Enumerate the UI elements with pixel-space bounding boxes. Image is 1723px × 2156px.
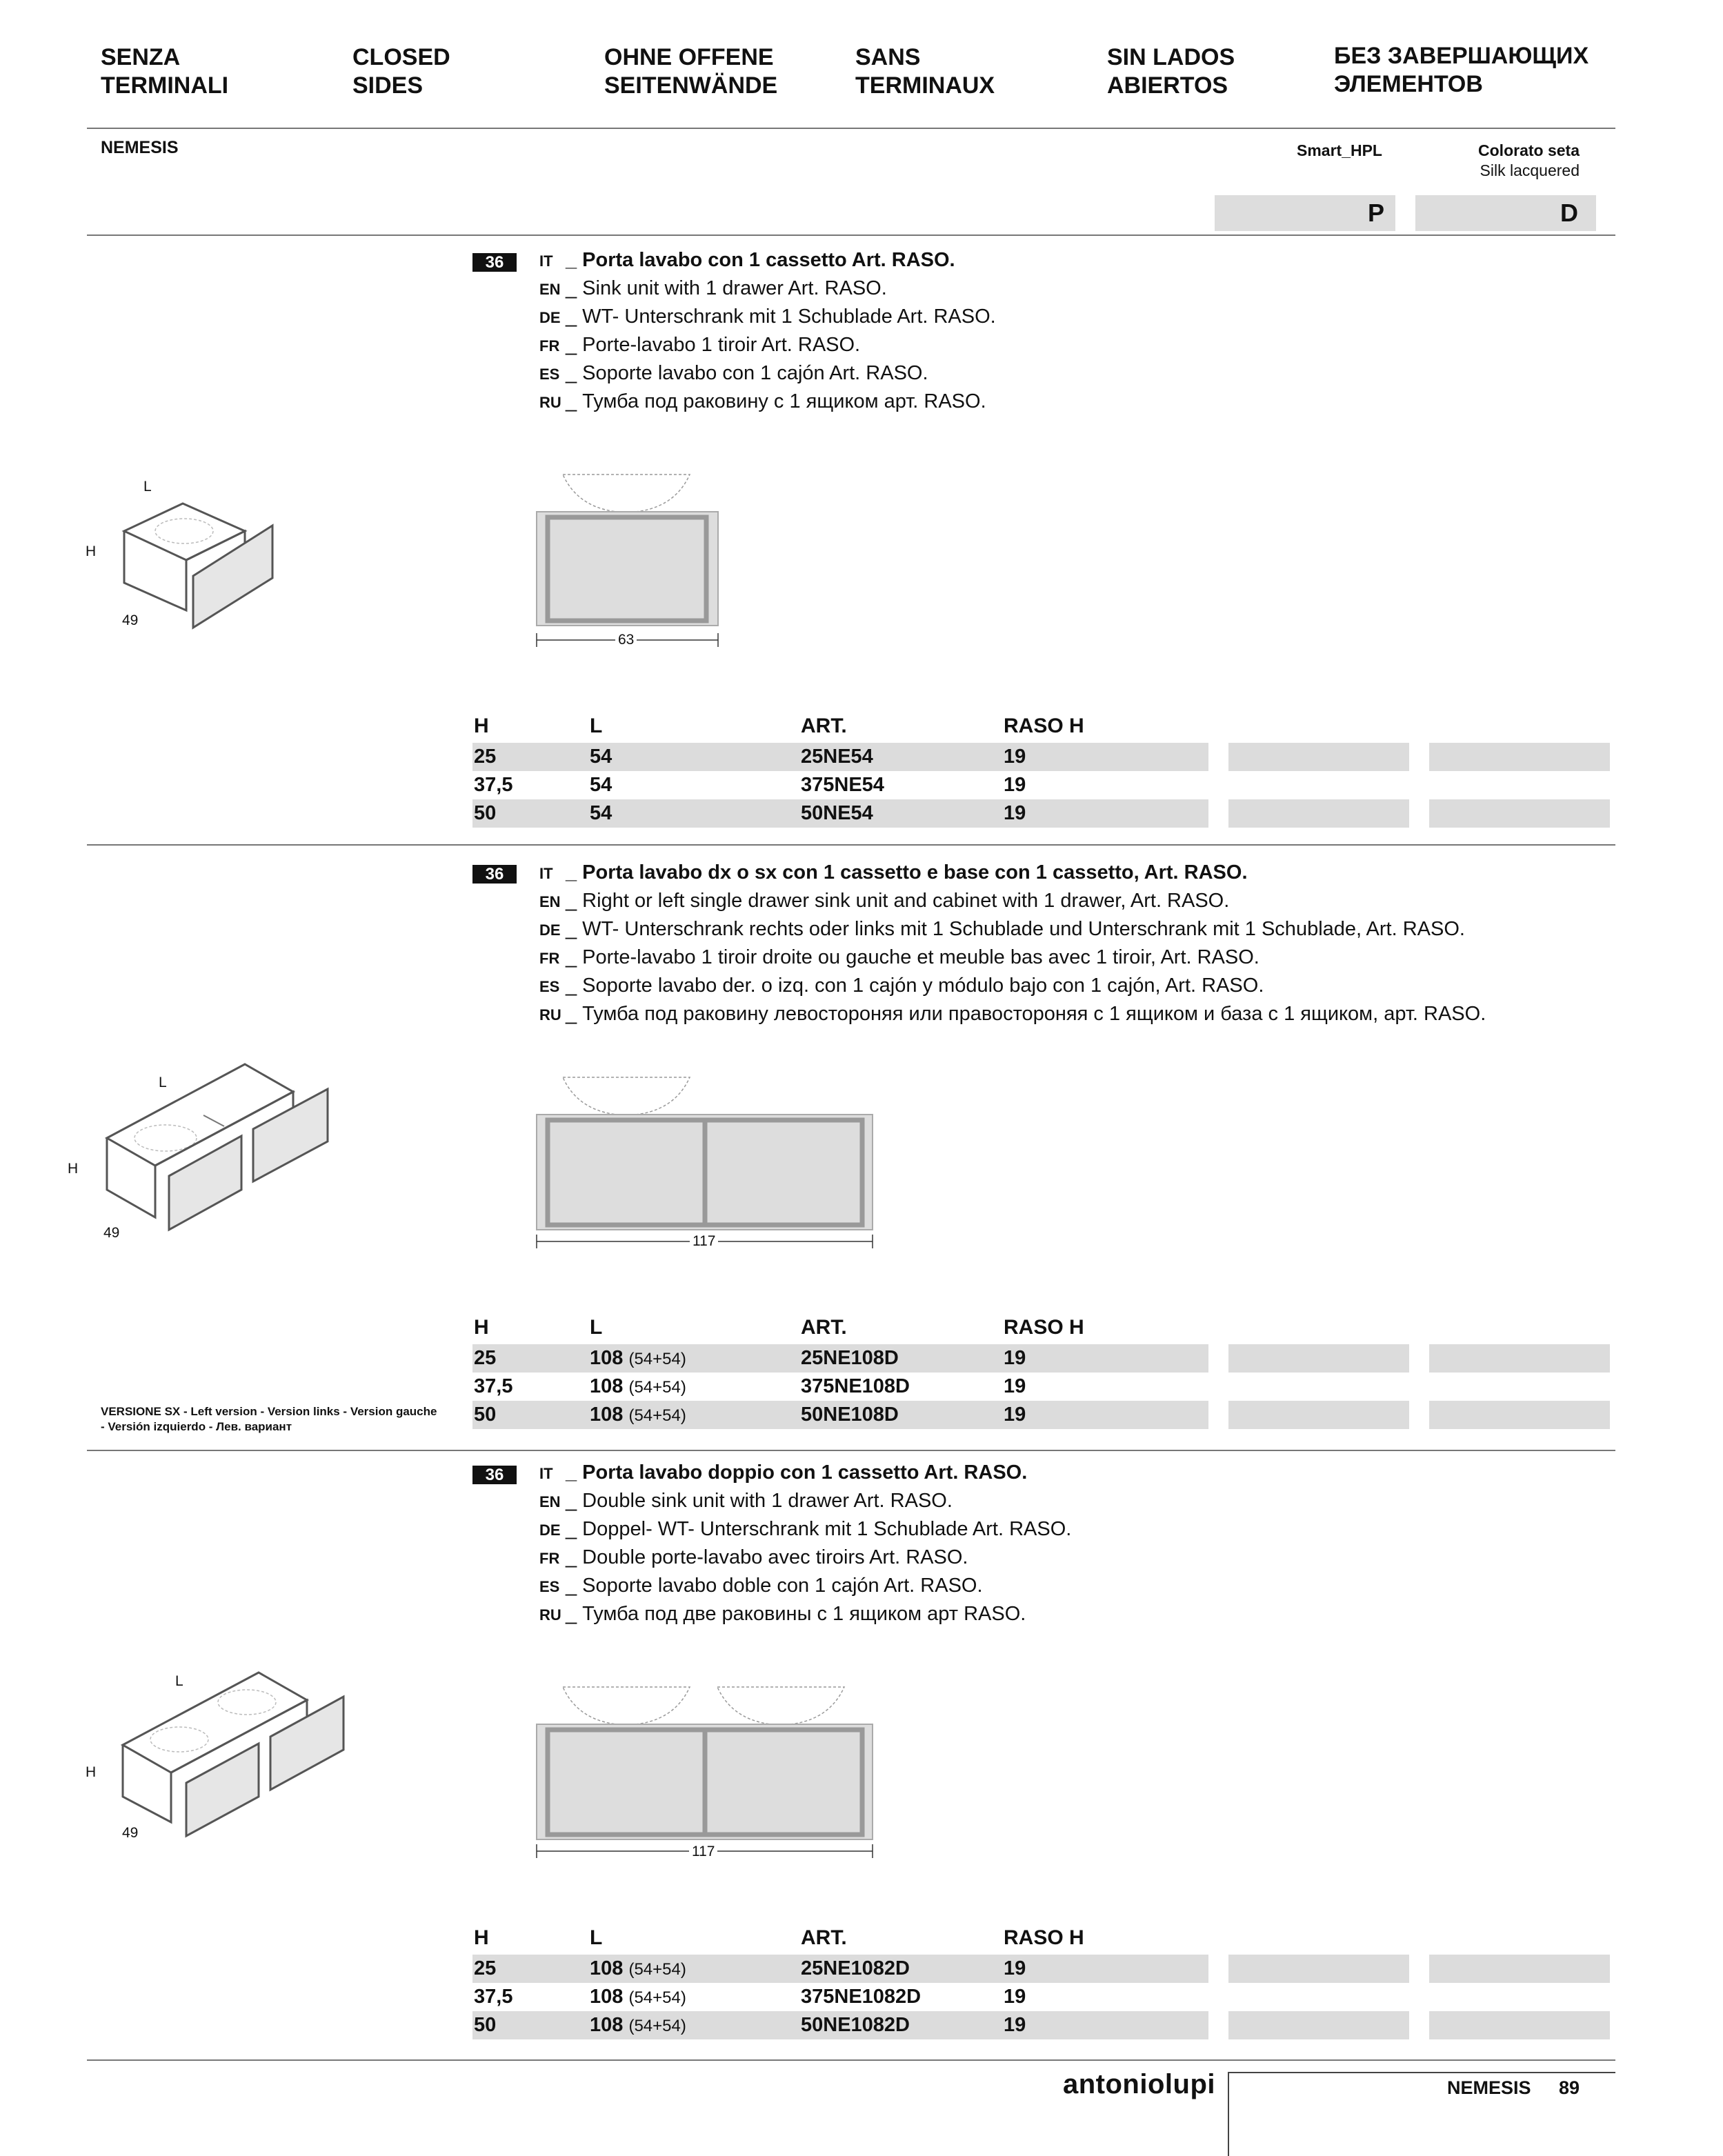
cell-h: 50 [474,2014,497,2036]
price-cell-p [1228,799,1409,828]
dim-l-label: L [175,1673,183,1689]
divider [87,128,1615,129]
cell-l-sub: (54+54) [628,1350,686,1368]
product-description [539,246,1615,416]
lang-code: RU [539,1006,561,1024]
cell-l: 54 [590,802,612,824]
cell-art: 375NE54 [801,774,884,796]
col-header-raso: RASO H [1004,1926,1084,1949]
price-cell-d [1429,799,1610,828]
dim-depth-label: 49 [103,1225,120,1241]
lang-code: ES [539,366,560,383]
lang-code: EN [539,1493,561,1510]
table-row [472,1344,1615,1373]
header-line: SIN LADOS [1107,44,1235,70]
desc-text: _ Тумба под две раковины с 1 ящиком арт RASO. [566,1603,1026,1625]
cell-l: 108 [590,2014,624,2036]
lang-code: ES [539,978,560,995]
col-header-raso: RASO H [1004,1316,1084,1339]
page-ref-badge: 36 [472,253,517,272]
cell-raso: 19 [1004,774,1026,796]
cell-h: 25 [474,1347,497,1369]
col-header-l: L [590,715,603,737]
brand-logo: antoniolupi [1062,2069,1215,2099]
table-row [472,2011,1615,2039]
cell-art: 375NE1082D [801,1986,922,2008]
lang-code: RU [539,1606,561,1624]
desc-text: _ Porta lavabo doppio con 1 cassetto Art. RASO. [566,1461,1028,1484]
lang-code: FR [539,337,560,355]
cell-l-sub: (54+54) [628,1988,686,2007]
col-header-art: ART. [801,1926,847,1949]
dim-h-label: H [86,1764,97,1780]
cell-raso: 19 [1004,1347,1026,1369]
lang-code: EN [539,893,561,910]
dim-l-label: L [159,1075,167,1090]
desc-text: _ Тумба под раковину левостороняя или правостороняя с 1 ящиком и база с 1 ящиком, арт. RASO. [566,1003,1486,1025]
cell-h: 25 [474,1957,497,1979]
lang-code: FR [539,950,560,967]
collection-label: NEMESIS [101,138,179,157]
cell-l: 108 [590,1404,624,1426]
product-description [539,1459,1615,1628]
isometric-drawing [117,1662,352,1841]
finish-d-title [1448,141,1580,181]
header-col-en [352,43,587,100]
table-row [472,743,1615,771]
cell-l: 54 [590,774,612,796]
cell-l: 108 [590,1986,624,2008]
price-cell-d [1429,1955,1610,1983]
product-description [539,859,1615,1028]
cell-l-sub: (54+54) [628,1960,686,1979]
header-line: ЭЛЕМЕНТОВ [1334,71,1483,97]
lang-code: EN [539,281,561,298]
finish-d-name: Colorato seta [1478,141,1580,159]
lang-code: IT [539,1465,553,1482]
desc-text: _ Тумба под раковину с 1 ящиком арт. RASO. [566,390,986,412]
cell-raso: 19 [1004,1404,1026,1426]
table-row [472,1401,1615,1429]
header-line: ABIERTOS [1107,72,1228,99]
width-dimension: 117 [690,1233,718,1250]
header-col-fr [855,43,1090,100]
page-number: 89 [1559,2077,1580,2098]
cell-l-sub: (54+54) [628,1406,686,1425]
desc-text: _ Porte-lavabo 1 tiroir droite ou gauche et meuble bas avec 1 tiroir, Art. RASO. [566,946,1259,968]
desc-text: _ Right or left single drawer sink unit and cabinet with 1 drawer, Art. RASO. [566,890,1230,912]
cell-h: 25 [474,746,497,768]
divider [87,1450,1615,1451]
lang-code: DE [539,921,561,939]
dim-h-label: H [68,1161,79,1177]
lang-code: IT [539,252,553,270]
divider [87,234,1615,236]
divider [87,844,1615,846]
page-ref-badge: 36 [472,1466,517,1484]
col-header-art: ART. [801,715,847,737]
header-line: CLOSED [352,44,450,70]
header-line: SEITENWÄNDE [604,72,778,99]
cell-art: 25NE54 [801,746,873,768]
cell-l-sub: (54+54) [628,1378,686,1397]
header-line: OHNE OFFENE [604,44,774,70]
footer-collection: NEMESIS [1447,2077,1531,2098]
header-col-es [1107,43,1342,100]
finish-d-sub: Silk lacquered [1480,161,1580,179]
cell-h: 37,5 [474,1375,513,1397]
col-header-h: H [474,1926,489,1949]
header-col-de [604,43,839,100]
desc-text: _ Porta lavabo dx o sx con 1 cassetto e base con 1 cassetto, Art. RASO. [566,861,1248,884]
cell-art: 50NE108D [801,1404,899,1426]
footer-box [1228,2072,1615,2156]
lang-code: ES [539,1578,560,1595]
cell-art: 375NE108D [801,1375,910,1397]
desc-text: _ Double porte-lavabo avec tiroirs Art. RASO. [566,1546,968,1568]
desc-text: _ Double sink unit with 1 drawer Art. RASO. [566,1490,953,1512]
desc-text: _ WT- Unterschrank mit 1 Schublade Art. RASO. [566,306,996,328]
page-ref-badge: 36 [472,865,517,884]
front-elevation [535,1686,876,1865]
header-col-ru [1334,42,1624,99]
desc-text: _ Soporte lavabo doble con 1 cajón Art. RASO. [566,1575,983,1597]
price-cell-p [1228,1401,1409,1429]
price-cell-d [1429,1401,1610,1429]
width-dimension: 117 [689,1844,717,1860]
cell-l: 108 [590,1375,624,1397]
cell-raso: 19 [1004,1375,1026,1397]
cell-l: 54 [590,746,612,768]
header-line: SANS [855,44,921,70]
price-cell-p [1228,2011,1409,2039]
desc-text: _ WT- Unterschrank rechts oder links mit 1 Schublade und Unterschrank mit 1 Schublade, Art. RASO. [566,918,1465,940]
cell-raso: 19 [1004,2014,1026,2036]
col-header-art: ART. [801,1316,847,1339]
cell-raso: 19 [1004,1986,1026,2008]
lang-code: DE [539,309,561,326]
col-header-l: L [590,1316,603,1339]
version-note: VERSIONE SX - Left version - Version links - Version gauche - Versión izquierdo - Лев. вариант [101,1405,437,1433]
cell-art: 25NE1082D [801,1957,910,1979]
price-cell-d [1429,2011,1610,2039]
header-line: TERMINAUX [855,72,995,99]
col-header-l: L [590,1926,603,1949]
price-cell-d [1429,743,1610,771]
desc-text: _ Doppel- WT- Unterschrank mit 1 Schublade Art. RASO. [566,1518,1072,1540]
dim-h-label: H [86,543,97,559]
lang-code: FR [539,1550,560,1567]
finish-p-code: P [1215,195,1395,231]
cell-h: 37,5 [474,774,513,796]
finish-p-title: Smart_HPL [1297,141,1382,159]
header-line: SENZA [101,44,181,70]
isometric-drawing [100,1059,335,1238]
desc-text: _ Soporte lavabo con 1 cajón Art. RASO. [566,362,928,384]
dim-l-label: L [143,479,152,495]
dim-depth-label: 49 [122,612,139,628]
price-cell-p [1228,1344,1409,1373]
cell-h: 37,5 [474,1986,513,2008]
cell-h: 50 [474,802,497,824]
width-dimension: 63 [615,632,637,648]
col-header-raso: RASO H [1004,715,1084,737]
cell-l: 108 [590,1347,624,1369]
dim-depth-label: 49 [122,1825,139,1841]
cell-raso: 19 [1004,746,1026,768]
table-row [472,1373,1615,1401]
front-elevation [535,473,721,652]
desc-text: _ Porta lavabo con 1 cassetto Art. RASO. [566,249,955,271]
table-row [472,1983,1615,2011]
lang-code: IT [539,865,553,882]
cell-h: 50 [474,1404,497,1426]
table-row [472,1955,1615,1983]
cell-art: 50NE1082D [801,2014,910,2036]
header-line: БЕЗ ЗАВЕРШАЮЩИХ [1334,43,1589,69]
header-line: TERMINALI [101,72,229,99]
table-row [472,771,1615,799]
cell-l-sub: (54+54) [628,2017,686,2035]
price-cell-d [1429,1344,1610,1373]
price-cell-p [1228,743,1409,771]
table-row [472,799,1615,828]
divider [87,2059,1615,2061]
cell-l: 108 [590,1957,624,1979]
lang-code: DE [539,1521,561,1539]
cell-raso: 19 [1004,1957,1026,1979]
cell-raso: 19 [1004,802,1026,824]
lang-code: RU [539,394,561,411]
desc-text: _ Sink unit with 1 drawer Art. RASO. [566,277,887,299]
price-cell-p [1228,1955,1409,1983]
front-elevation [535,1076,876,1255]
col-header-h: H [474,715,489,737]
header-line: SIDES [352,72,424,99]
finish-d-code: D [1415,195,1596,231]
cell-art: 25NE108D [801,1347,899,1369]
cell-art: 50NE54 [801,802,873,824]
desc-text: _ Soporte lavabo der. o izq. con 1 cajón y módulo bajo con 1 cajón, Art. RASO. [566,975,1264,997]
isometric-drawing [117,497,283,635]
col-header-h: H [474,1316,489,1339]
header-col-it [101,43,335,100]
desc-text: _ Porte-lavabo 1 tiroir Art. RASO. [566,334,861,356]
